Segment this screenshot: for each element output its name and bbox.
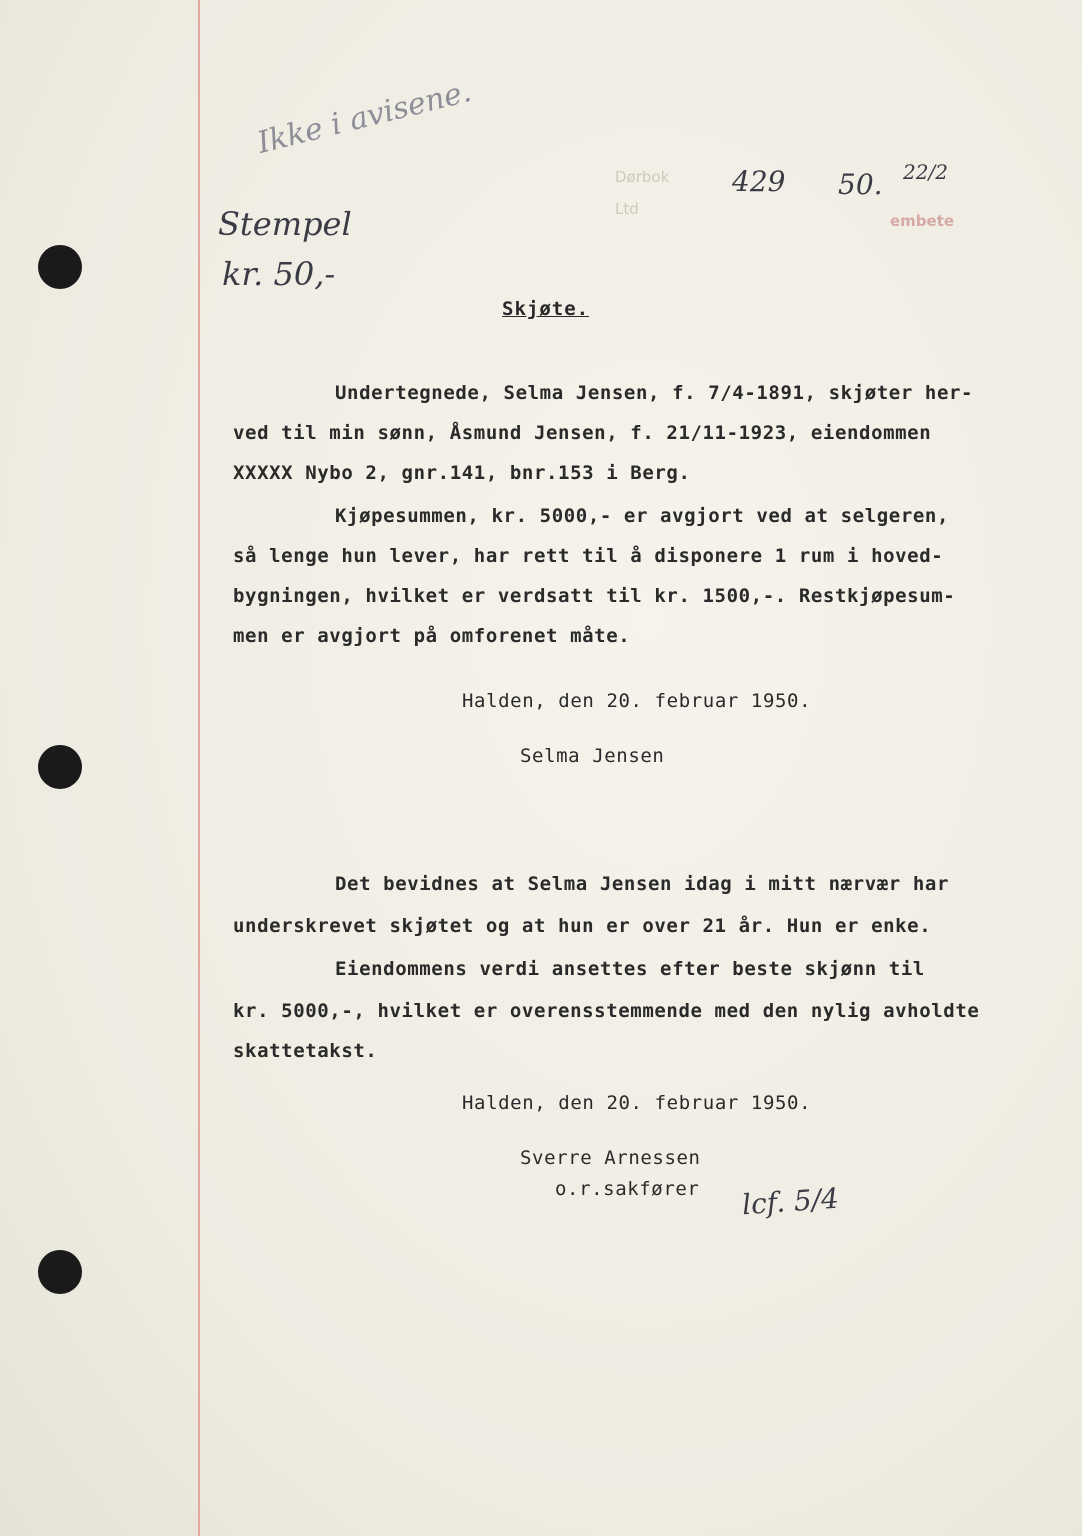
- para1-line2: ved til min sønn, Åsmund Jensen, f. 21/11-1923, eiendommen: [233, 422, 932, 444]
- para4-line3: skattetakst.: [233, 1040, 378, 1062]
- faint-stamp-2: Ltd: [615, 200, 639, 218]
- handwritten-initials: lcf. 5/4: [740, 1181, 840, 1222]
- para1-line1: Undertegnede, Selma Jensen, f. 7/4-1891, skjøter her-: [335, 382, 974, 404]
- signer-2-title: o.r.sakfører: [555, 1178, 700, 1200]
- signer-2-name: Sverre Arnessen: [520, 1147, 701, 1169]
- faint-stamp-1: Dørbok: [615, 168, 670, 186]
- para2-line4: men er avgjort på omforenet måte.: [233, 625, 631, 647]
- punch-hole-bottom: [38, 1250, 82, 1294]
- faint-stamp-red: embete: [890, 212, 955, 230]
- punch-hole-middle: [38, 745, 82, 789]
- para1-line3: XXXXX Nybo 2, gnr.141, bnr.153 i Berg.: [233, 462, 691, 484]
- para3-line2: underskrevet skjøtet og at hun er over 21 år. Hun er enke.: [233, 915, 932, 937]
- para4-line1: Eiendommens verdi ansettes efter beste skjønn til: [335, 958, 925, 980]
- handwritten-stamp-amount: kr. 50,-: [222, 255, 336, 293]
- handwritten-stamp-label: Stempel: [218, 205, 352, 243]
- para2-line1: Kjøpesummen, kr. 5000,- er avgjort ved at selgeren,: [335, 505, 949, 527]
- document-title: Skjøte.: [502, 298, 590, 320]
- reference-number: 429: [732, 165, 786, 198]
- place-date-2: Halden, den 20. februar 1950.: [462, 1092, 812, 1114]
- signer-1: Selma Jensen: [520, 745, 665, 767]
- para4-line2: kr. 5000,-, hvilket er overensstemmende med den nylig avholdte: [233, 1000, 980, 1022]
- handwritten-note-top: Ikke i avisene.: [254, 74, 475, 161]
- place-date-1: Halden, den 20. februar 1950.: [462, 690, 812, 712]
- reference-year: 50.: [838, 168, 883, 201]
- para2-line3: bygningen, hvilket er verdsatt til kr. 1500,-. Restkjøpesum-: [233, 585, 956, 607]
- punch-hole-top: [38, 245, 82, 289]
- para3-line1: Det bevidnes at Selma Jensen idag i mitt nærvær har: [335, 873, 949, 895]
- margin-line: [198, 0, 200, 1536]
- reference-date: 22/2: [903, 160, 948, 184]
- para2-line2: så lenge hun lever, har rett til å disponere 1 rum i hoved-: [233, 545, 944, 567]
